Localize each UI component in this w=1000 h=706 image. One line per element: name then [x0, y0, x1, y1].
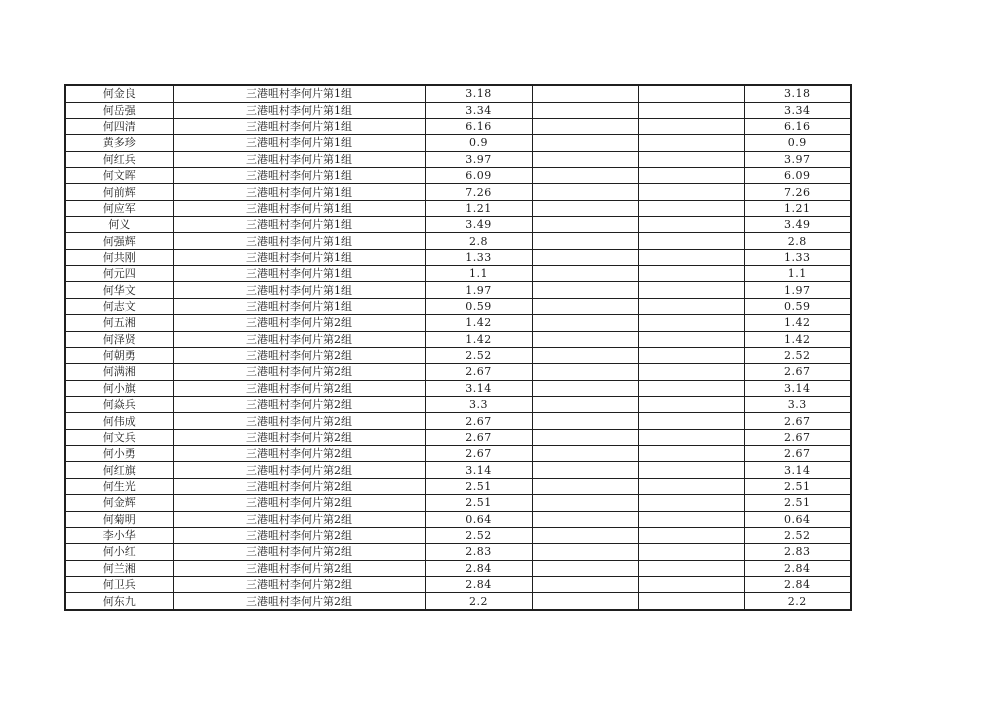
- person-name-cell: 何红旗: [65, 462, 173, 478]
- person-name-cell: 何满湘: [65, 364, 173, 380]
- table-row: [65, 135, 851, 151]
- amount-confirm-cell: 2.84: [744, 560, 851, 576]
- empty-cell-1: [532, 544, 638, 560]
- empty-cell-2: [638, 102, 744, 118]
- person-name-cell: 何泽贤: [65, 331, 173, 347]
- table-row: [65, 200, 851, 216]
- person-name-cell: 何小旗: [65, 380, 173, 396]
- person-name-cell: 何五湘: [65, 315, 173, 331]
- amount-confirm-cell: 0.59: [744, 298, 851, 314]
- amount-confirm-cell: 2.8: [744, 233, 851, 249]
- person-name-cell: 何金良: [65, 85, 173, 102]
- table-row: [65, 184, 851, 200]
- empty-cell-1: [532, 282, 638, 298]
- amount-confirm-cell: 2.67: [744, 446, 851, 462]
- location-cell: 三港咀村李何片第2组: [173, 347, 425, 363]
- empty-cell-1: [532, 576, 638, 592]
- empty-cell-2: [638, 331, 744, 347]
- person-name-cell: 何岳强: [65, 102, 173, 118]
- location-cell: 三港咀村李何片第1组: [173, 135, 425, 151]
- amount-cell: 3.34: [425, 102, 532, 118]
- amount-confirm-cell: 7.26: [744, 184, 851, 200]
- amount-confirm-cell: 2.52: [744, 347, 851, 363]
- amount-confirm-cell: 1.21: [744, 200, 851, 216]
- empty-cell-1: [532, 118, 638, 134]
- amount-cell: 0.59: [425, 298, 532, 314]
- location-cell: 三港咀村李何片第2组: [173, 544, 425, 560]
- empty-cell-1: [532, 429, 638, 445]
- amount-cell: 1.42: [425, 315, 532, 331]
- empty-cell-2: [638, 118, 744, 134]
- empty-cell-2: [638, 347, 744, 363]
- empty-cell-1: [532, 85, 638, 102]
- location-cell: 三港咀村李何片第1组: [173, 167, 425, 183]
- table-row: [65, 446, 851, 462]
- empty-cell-1: [532, 364, 638, 380]
- table-row: [65, 478, 851, 494]
- empty-cell-1: [532, 560, 638, 576]
- person-name-cell: 何元四: [65, 266, 173, 282]
- empty-cell-1: [532, 151, 638, 167]
- amount-cell: 2.67: [425, 364, 532, 380]
- person-name-cell: 何生光: [65, 478, 173, 494]
- empty-cell-2: [638, 478, 744, 494]
- location-cell: 三港咀村李何片第1组: [173, 298, 425, 314]
- location-cell: 三港咀村李何片第1组: [173, 151, 425, 167]
- roster-table-body: [65, 85, 851, 610]
- amount-cell: 2.84: [425, 576, 532, 592]
- location-cell: 三港咀村李何片第2组: [173, 511, 425, 527]
- amount-confirm-cell: 3.14: [744, 462, 851, 478]
- roster-table: [64, 84, 852, 611]
- amount-cell: 2.67: [425, 446, 532, 462]
- amount-confirm-cell: 1.1: [744, 266, 851, 282]
- person-name-cell: 黄多珍: [65, 135, 173, 151]
- person-name-cell: 何朝勇: [65, 347, 173, 363]
- person-name-cell: 李小华: [65, 527, 173, 543]
- table-row: [65, 298, 851, 314]
- empty-cell-2: [638, 364, 744, 380]
- person-name-cell: 何应军: [65, 200, 173, 216]
- amount-cell: 3.14: [425, 380, 532, 396]
- amount-cell: 6.16: [425, 118, 532, 134]
- location-cell: 三港咀村李何片第1组: [173, 118, 425, 134]
- empty-cell-2: [638, 397, 744, 413]
- empty-cell-2: [638, 200, 744, 216]
- location-cell: 三港咀村李何片第1组: [173, 102, 425, 118]
- location-cell: 三港咀村李何片第1组: [173, 85, 425, 102]
- amount-confirm-cell: 2.51: [744, 495, 851, 511]
- amount-cell: 0.64: [425, 511, 532, 527]
- amount-cell: 3.3: [425, 397, 532, 413]
- location-cell: 三港咀村李何片第2组: [173, 446, 425, 462]
- location-cell: 三港咀村李何片第2组: [173, 478, 425, 494]
- amount-cell: 2.8: [425, 233, 532, 249]
- person-name-cell: 何前辉: [65, 184, 173, 200]
- empty-cell-1: [532, 462, 638, 478]
- empty-cell-1: [532, 184, 638, 200]
- location-cell: 三港咀村李何片第2组: [173, 364, 425, 380]
- empty-cell-1: [532, 331, 638, 347]
- table-row: [65, 118, 851, 134]
- amount-cell: 2.51: [425, 495, 532, 511]
- amount-cell: 1.21: [425, 200, 532, 216]
- empty-cell-1: [532, 249, 638, 265]
- table-row: [65, 282, 851, 298]
- location-cell: 三港咀村李何片第2组: [173, 560, 425, 576]
- location-cell: 三港咀村李何片第1组: [173, 200, 425, 216]
- table-row: [65, 364, 851, 380]
- empty-cell-2: [638, 429, 744, 445]
- table-row: [65, 85, 851, 102]
- amount-confirm-cell: 1.42: [744, 315, 851, 331]
- table-row: [65, 576, 851, 592]
- table-row: [65, 511, 851, 527]
- amount-cell: 2.52: [425, 347, 532, 363]
- table-row: [65, 527, 851, 543]
- person-name-cell: 何小红: [65, 544, 173, 560]
- amount-cell: 3.18: [425, 85, 532, 102]
- empty-cell-1: [532, 200, 638, 216]
- empty-cell-2: [638, 282, 744, 298]
- empty-cell-2: [638, 233, 744, 249]
- empty-cell-2: [638, 413, 744, 429]
- empty-cell-1: [532, 102, 638, 118]
- amount-cell: 2.2: [425, 593, 532, 610]
- amount-cell: 7.26: [425, 184, 532, 200]
- empty-cell-2: [638, 85, 744, 102]
- amount-cell: 2.67: [425, 429, 532, 445]
- location-cell: 三港咀村李何片第2组: [173, 527, 425, 543]
- person-name-cell: 何义: [65, 217, 173, 233]
- amount-confirm-cell: 2.51: [744, 478, 851, 494]
- empty-cell-1: [532, 495, 638, 511]
- amount-cell: 3.97: [425, 151, 532, 167]
- empty-cell-2: [638, 315, 744, 331]
- amount-cell: 2.83: [425, 544, 532, 560]
- amount-confirm-cell: 2.2: [744, 593, 851, 610]
- person-name-cell: 何强辉: [65, 233, 173, 249]
- empty-cell-2: [638, 593, 744, 610]
- amount-confirm-cell: 6.09: [744, 167, 851, 183]
- amount-confirm-cell: 0.64: [744, 511, 851, 527]
- amount-confirm-cell: 2.52: [744, 527, 851, 543]
- empty-cell-1: [532, 233, 638, 249]
- location-cell: 三港咀村李何片第2组: [173, 576, 425, 592]
- empty-cell-2: [638, 446, 744, 462]
- location-cell: 三港咀村李何片第2组: [173, 413, 425, 429]
- person-name-cell: 何金辉: [65, 495, 173, 511]
- table-row: [65, 233, 851, 249]
- person-name-cell: 何东九: [65, 593, 173, 610]
- empty-cell-1: [532, 167, 638, 183]
- person-name-cell: 何焱兵: [65, 397, 173, 413]
- amount-cell: 3.14: [425, 462, 532, 478]
- table-row: [65, 413, 851, 429]
- amount-confirm-cell: 1.33: [744, 249, 851, 265]
- person-name-cell: 何四清: [65, 118, 173, 134]
- empty-cell-2: [638, 462, 744, 478]
- empty-cell-1: [532, 135, 638, 151]
- table-row: [65, 593, 851, 610]
- empty-cell-2: [638, 527, 744, 543]
- amount-cell: 1.97: [425, 282, 532, 298]
- empty-cell-2: [638, 544, 744, 560]
- amount-confirm-cell: 1.42: [744, 331, 851, 347]
- empty-cell-1: [532, 527, 638, 543]
- amount-cell: 2.84: [425, 560, 532, 576]
- person-name-cell: 何红兵: [65, 151, 173, 167]
- empty-cell-2: [638, 249, 744, 265]
- amount-cell: 1.1: [425, 266, 532, 282]
- empty-cell-2: [638, 560, 744, 576]
- empty-cell-1: [532, 446, 638, 462]
- amount-confirm-cell: 1.97: [744, 282, 851, 298]
- amount-confirm-cell: 2.67: [744, 364, 851, 380]
- table-row: [65, 151, 851, 167]
- table-row: [65, 249, 851, 265]
- table-row: [65, 560, 851, 576]
- empty-cell-2: [638, 167, 744, 183]
- empty-cell-1: [532, 266, 638, 282]
- amount-confirm-cell: 2.84: [744, 576, 851, 592]
- amount-cell: 1.42: [425, 331, 532, 347]
- empty-cell-1: [532, 478, 638, 494]
- empty-cell-2: [638, 298, 744, 314]
- table-row: [65, 315, 851, 331]
- amount-cell: 2.51: [425, 478, 532, 494]
- amount-confirm-cell: 2.67: [744, 429, 851, 445]
- amount-cell: 0.9: [425, 135, 532, 151]
- location-cell: 三港咀村李何片第2组: [173, 331, 425, 347]
- table-row: [65, 167, 851, 183]
- empty-cell-1: [532, 413, 638, 429]
- person-name-cell: 何文晖: [65, 167, 173, 183]
- empty-cell-2: [638, 135, 744, 151]
- person-name-cell: 何华文: [65, 282, 173, 298]
- empty-cell-1: [532, 347, 638, 363]
- person-name-cell: 何共刚: [65, 249, 173, 265]
- empty-cell-1: [532, 593, 638, 610]
- person-name-cell: 何文兵: [65, 429, 173, 445]
- amount-cell: 2.52: [425, 527, 532, 543]
- amount-confirm-cell: 3.97: [744, 151, 851, 167]
- location-cell: 三港咀村李何片第1组: [173, 282, 425, 298]
- empty-cell-1: [532, 298, 638, 314]
- table-row: [65, 217, 851, 233]
- amount-confirm-cell: 0.9: [744, 135, 851, 151]
- amount-cell: 1.33: [425, 249, 532, 265]
- table-row: [65, 102, 851, 118]
- table-row: [65, 380, 851, 396]
- amount-confirm-cell: 6.16: [744, 118, 851, 134]
- table-row: [65, 331, 851, 347]
- amount-confirm-cell: 2.67: [744, 413, 851, 429]
- person-name-cell: 何志文: [65, 298, 173, 314]
- empty-cell-1: [532, 380, 638, 396]
- empty-cell-1: [532, 217, 638, 233]
- empty-cell-1: [532, 511, 638, 527]
- amount-confirm-cell: 3.3: [744, 397, 851, 413]
- location-cell: 三港咀村李何片第1组: [173, 249, 425, 265]
- amount-confirm-cell: 3.34: [744, 102, 851, 118]
- table-row: [65, 462, 851, 478]
- location-cell: 三港咀村李何片第2组: [173, 429, 425, 445]
- amount-confirm-cell: 3.18: [744, 85, 851, 102]
- location-cell: 三港咀村李何片第2组: [173, 462, 425, 478]
- amount-cell: 6.09: [425, 167, 532, 183]
- empty-cell-2: [638, 266, 744, 282]
- location-cell: 三港咀村李何片第1组: [173, 217, 425, 233]
- person-name-cell: 何兰湘: [65, 560, 173, 576]
- table-row: [65, 397, 851, 413]
- amount-confirm-cell: 2.83: [744, 544, 851, 560]
- table-row: [65, 266, 851, 282]
- table-row: [65, 495, 851, 511]
- amount-confirm-cell: 3.14: [744, 380, 851, 396]
- empty-cell-2: [638, 151, 744, 167]
- location-cell: 三港咀村李何片第1组: [173, 266, 425, 282]
- location-cell: 三港咀村李何片第2组: [173, 593, 425, 610]
- empty-cell-1: [532, 397, 638, 413]
- table-row: [65, 429, 851, 445]
- location-cell: 三港咀村李何片第2组: [173, 397, 425, 413]
- amount-confirm-cell: 3.49: [744, 217, 851, 233]
- table-row: [65, 544, 851, 560]
- person-name-cell: 何小勇: [65, 446, 173, 462]
- empty-cell-2: [638, 184, 744, 200]
- amount-cell: 2.67: [425, 413, 532, 429]
- person-name-cell: 何菊明: [65, 511, 173, 527]
- amount-cell: 3.49: [425, 217, 532, 233]
- empty-cell-2: [638, 576, 744, 592]
- empty-cell-1: [532, 315, 638, 331]
- location-cell: 三港咀村李何片第1组: [173, 184, 425, 200]
- empty-cell-2: [638, 495, 744, 511]
- empty-cell-2: [638, 380, 744, 396]
- location-cell: 三港咀村李何片第2组: [173, 315, 425, 331]
- empty-cell-2: [638, 511, 744, 527]
- empty-cell-2: [638, 217, 744, 233]
- location-cell: 三港咀村李何片第2组: [173, 495, 425, 511]
- location-cell: 三港咀村李何片第1组: [173, 233, 425, 249]
- location-cell: 三港咀村李何片第2组: [173, 380, 425, 396]
- person-name-cell: 何伟成: [65, 413, 173, 429]
- person-name-cell: 何卫兵: [65, 576, 173, 592]
- table-row: [65, 347, 851, 363]
